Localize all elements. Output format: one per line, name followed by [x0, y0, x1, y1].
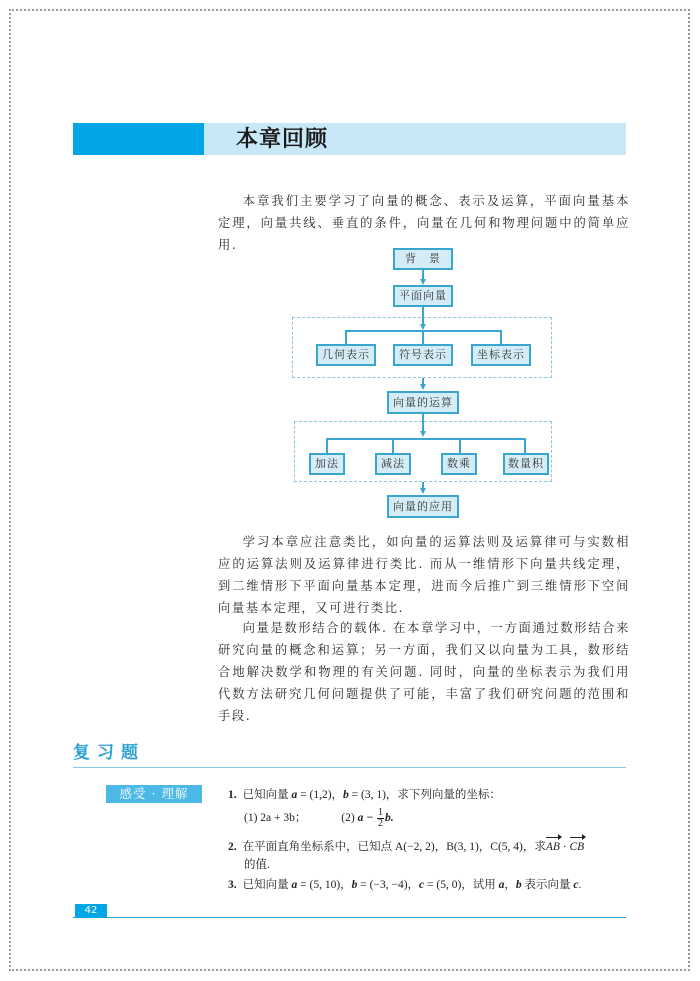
- intro-paragraph: 本章我们主要学习了向量的概念、表示及运算，平面向量基本定理，向量共线、垂直的条件，向量在几何和物理问题中的简单应用.: [218, 194, 630, 252]
- node-geometric: 几何表示: [316, 344, 376, 366]
- exercise-1-part-1: 2a + 3b；: [260, 812, 307, 825]
- vector-cb: CB: [570, 838, 585, 856]
- number-shape-paragraph: 向量是数形结合的载体. 在本章学习中，一方面通过数形结合来研究向量的概念和运算；另一方面，我们又以向量为工具，数形结合地解决数学和物理的有关问题. 同时，向量的坐标表示为我们用代数方法研究几何问题提供了可能，丰富了我们研究问题的范围和手段.: [218, 621, 630, 723]
- footer-rule: [73, 917, 626, 918]
- exercise-2-continuation: 的值.: [244, 859, 270, 871]
- node-application: 向量的应用: [387, 495, 459, 518]
- chapter-title: 本章回顾: [236, 126, 329, 152]
- node-addition: 加法: [309, 453, 345, 475]
- exercise-2: 2. 在平面直角坐标系中，已知点 A(−2, 2)，B(3, 1)，C(5, 4)，求AB · CB: [228, 838, 584, 856]
- node-dot-product: 数量积: [503, 453, 549, 475]
- chapter-header-accent: [73, 123, 204, 155]
- node-subtraction: 减法: [375, 453, 411, 475]
- fraction: $\frac{1}{2}$: [378, 807, 384, 829]
- exercise-3: 3. 已知向量 a = (5, 10)，b = (−3, −4)，c = (5, 0)，试用 a，b 表示向量 c.: [228, 879, 582, 891]
- review-section-title: 复习题: [73, 743, 145, 763]
- node-coordinate: 坐标表示: [471, 344, 531, 366]
- chapter-header-bar: [73, 123, 626, 155]
- section-divider: [73, 767, 626, 768]
- page-number: 42: [75, 904, 107, 918]
- node-symbolic: 符号表示: [393, 344, 453, 366]
- node-background: 背 景: [393, 248, 453, 270]
- category-badge: 感受 · 理解: [106, 785, 202, 803]
- node-scalar-multiplication: 数乘: [441, 453, 477, 475]
- vector-ab: AB: [546, 838, 560, 856]
- analogy-paragraph: 学习本章应注意类比，如向量的运算法则及运算律可与实数相应的运算法则及运算律进行类比. 而从一维情形下向量共线定理，到二维情形下平面向量基本定理，进而今后推广到三维情形下空间向量基本定理，又可进行类比.: [218, 535, 630, 615]
- node-operations: 向量的运算: [387, 391, 459, 414]
- node-plane-vector: 平面向量: [393, 285, 453, 307]
- exercise-1: 1. 已知向量 a = (1,2)，b = (3, 1)，求下列向量的坐标：: [228, 789, 501, 801]
- exercise-1-subparts: (1) 2a + 3b； (2) a − $\frac{1}{2}$ b.: [244, 807, 394, 829]
